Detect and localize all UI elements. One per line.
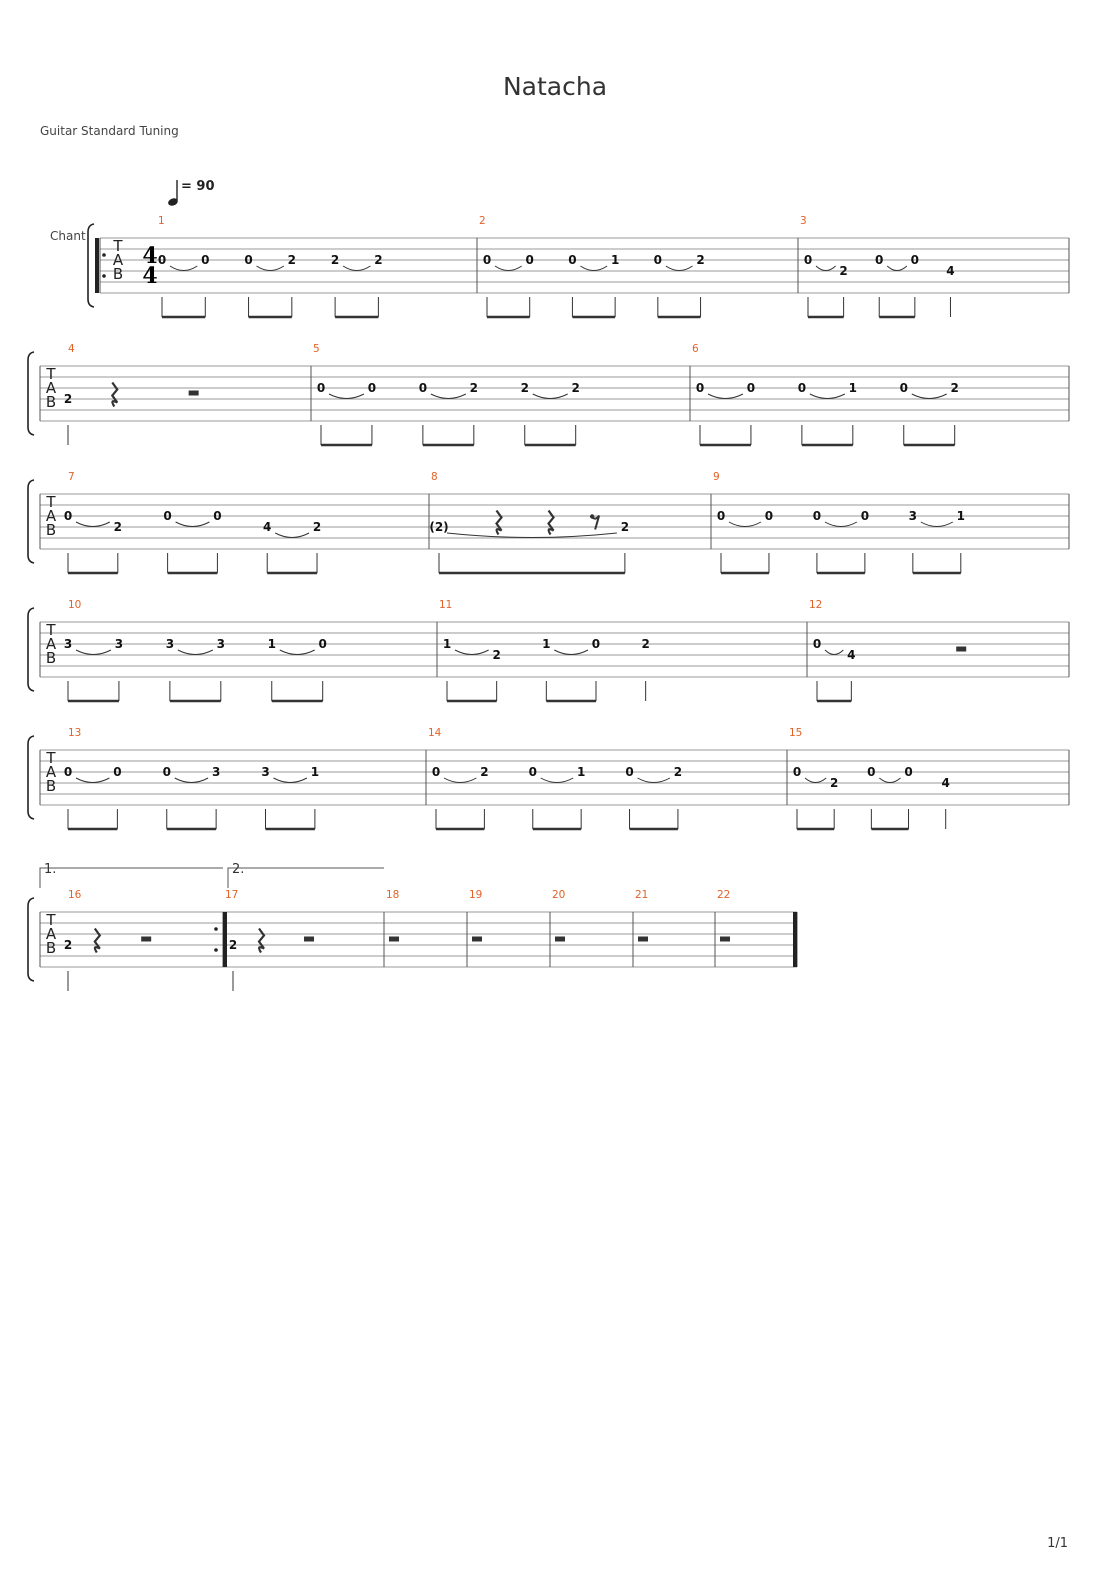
tie [76,522,110,527]
tie [805,778,826,783]
tab-clef-letter: B [45,939,57,957]
fret-number: 0 [568,253,577,267]
tab-clef-letter: T [46,911,56,929]
fret-number: 2 [228,938,238,952]
fret-number: 0 [764,509,774,523]
fret-number: 2 [374,253,383,267]
system-bracket [88,224,94,307]
fret-number: 4 [847,648,856,662]
measure-number: 14 [428,727,442,739]
tab-clef-letter: B [45,393,57,411]
half-rest-icon [304,937,314,942]
fret-number: 1 [956,509,965,523]
fret-number: 0 [431,765,441,779]
fret-number: 2 [492,648,501,662]
fret-number: 0 [213,509,222,523]
fret-number: 2 [641,637,650,651]
tie [444,778,476,783]
fret-number: 0 [695,381,705,395]
repeat-dot [214,948,218,952]
tie [666,266,693,271]
fret-number: 0 [910,253,920,267]
final-barline [793,912,797,967]
measure-number: 4 [68,343,75,355]
measure-number: 13 [68,727,82,739]
fret-number: 0 [525,253,534,267]
fret-number: 2 [520,381,529,395]
fret-number: 2 [287,253,297,267]
half-rest-icon [389,937,399,942]
song-title: Natacha [502,72,608,101]
volta-label: 1. [44,862,57,877]
tie [580,266,607,271]
tab-clef-letter: T [46,749,56,767]
fret-number: 0 [625,765,634,779]
fret-number: 1 [576,765,586,779]
fret-number: 0 [63,509,73,523]
tab-clef-letter: T [46,493,56,511]
tab-clef-letter: A [45,763,57,781]
tie [638,778,670,783]
staff-system-5 [28,727,1069,829]
fret-number: 2 [63,938,73,952]
tie [825,522,857,527]
fret-number: 0 [875,253,884,267]
fret-number: 0 [746,381,756,395]
tie [495,266,522,271]
fret-number: 3 [211,765,221,779]
tab-clef-letter: T [113,237,123,255]
fret-number: 0 [244,253,253,267]
system-bracket [28,898,34,981]
measure-number: 10 [68,599,82,611]
repeat-end-thick [223,912,227,967]
fret-number: 0 [482,253,492,267]
system-bracket [28,352,34,435]
fret-number: 0 [157,253,167,267]
system-bracket [28,480,34,563]
fret-number: 1 [310,765,320,779]
staff-system-1 [88,215,1069,317]
time-signature-bottom: 4 [142,263,158,289]
fret-number: 0 [201,253,210,267]
half-rest-icon [141,937,151,942]
fret-number: 2 [839,264,848,278]
tie [76,650,111,655]
fret-number: 1 [848,381,857,395]
fret-number: 3 [261,765,270,779]
fret-number: 0 [867,765,876,779]
fret-number: 0 [797,381,807,395]
measure-number: 15 [789,727,803,739]
tie [708,394,743,399]
fret-number: 0 [812,509,822,523]
measure-number: 11 [439,599,453,611]
measure-number: 5 [313,343,320,355]
fret-number: 1 [610,253,620,267]
measure-number: 6 [692,343,699,355]
fret-number: 0 [716,509,726,523]
measure-number: 22 [717,889,731,901]
fret-number: 0 [418,381,428,395]
quarter-rest-icon [95,929,100,953]
tab-clef-letter: A [45,379,57,397]
tie [816,266,836,271]
measure-number: 9 [713,471,720,483]
repeat-dot [214,927,218,931]
fret-number: 1 [267,637,276,651]
fret-number: 3 [908,509,918,523]
tie [176,522,210,527]
fret-number: 0 [860,509,870,523]
fret-number: 3 [114,637,124,651]
half-rest-icon [956,647,966,652]
fret-number: 3 [63,637,73,651]
fret-number: 0 [812,637,822,651]
staff-system-4 [28,599,1069,701]
measure-number: 17 [225,889,239,901]
tie [921,522,953,527]
tab-clef-letter: B [112,265,124,283]
tie [431,394,466,399]
fret-number: 0 [367,381,377,395]
measure-number: 2 [479,215,486,227]
fret-number: 0 [318,637,327,651]
half-rest-icon [472,937,482,942]
fret-number: 3 [165,637,175,651]
tie [329,394,364,399]
tie [343,266,370,271]
system-bracket [28,736,34,819]
fret-number: 4 [263,520,272,534]
fret-number: 2 [63,392,73,406]
measure-number: 16 [68,889,82,901]
quarter-rest-icon [112,383,117,407]
measure-number: 12 [809,599,823,611]
tie [178,650,213,655]
fret-number: 0 [899,381,908,395]
fret-number: 2 [113,520,122,534]
tab-clef-letter: B [45,521,57,539]
measure-number: 7 [68,471,75,483]
fret-number: 0 [591,637,601,651]
half-rest-icon [555,937,565,942]
fret-number: 2 [620,520,630,534]
measure-number: 1 [158,215,165,227]
tempo-marking: = 90 [181,179,215,194]
tie [170,266,197,271]
tie [275,533,309,538]
repeat-start-thick [95,238,99,293]
measure-number: 18 [386,889,400,901]
track-name: Chant [50,229,86,243]
fret-number: 4 [946,264,955,278]
measure-number: 3 [800,215,807,227]
fret-number: 3 [216,637,225,651]
tie [825,650,843,655]
fret-number: 0 [316,381,326,395]
fret-number: 2 [696,253,705,267]
tab-clef-letter: T [46,365,56,383]
fret-number: 0 [792,765,802,779]
half-rest-icon [189,391,199,396]
tie [280,650,315,655]
fret-number: 0 [162,765,171,779]
fret-number: 1 [442,637,452,651]
half-rest-icon [638,937,648,942]
measure-number: 19 [469,889,483,901]
tie [887,266,907,271]
fret-number: 0 [803,253,813,267]
staff-system-3 [28,471,1069,573]
quarter-rest-icon [259,929,264,953]
tie [541,778,573,783]
quarter-rest-icon [549,511,554,535]
fret-number: 0 [113,765,122,779]
tab-clef-letter: B [45,777,57,795]
fret-number: 2 [312,520,322,534]
measure-number: 21 [635,889,649,901]
tie [447,533,617,538]
fret-number: 0 [904,765,913,779]
page-number: 1/1 [1047,1536,1068,1551]
fret-number: 0 [63,765,73,779]
fret-number: 0 [528,765,537,779]
half-rest-icon [720,937,730,942]
time-signature-top: 4 [142,243,158,269]
fret-number: 2 [829,776,839,790]
staff-system-6 [28,862,797,991]
fret-number: 2 [950,381,959,395]
fret-number: 2 [673,765,683,779]
quarter-rest-icon [496,511,501,535]
fret-number: 2 [330,253,340,267]
tuning-label: Guitar Standard Tuning [40,124,179,138]
repeat-dot [102,274,106,278]
tie [257,266,284,271]
tie [274,778,307,783]
tie [76,778,109,783]
volta-bracket-2 [228,868,384,888]
tab-clef-letter: T [46,621,56,639]
tie [879,778,900,783]
tie [455,650,489,655]
measure-number: 20 [552,889,566,901]
volta-label: 2. [232,862,245,877]
fret-number: (2) [429,520,449,534]
fret-number: 2 [480,765,489,779]
tie [810,394,845,399]
tab-clef-letter: A [45,635,57,653]
fret-number: 0 [163,509,172,523]
system-bracket [28,608,34,691]
fret-number: 1 [542,637,551,651]
tab-clef-letter: A [45,925,57,943]
tie [912,394,947,399]
staff-system-2 [28,343,1069,445]
eighth-rest-dot [590,514,594,518]
volta-bracket-1 [40,868,223,888]
tie [729,522,761,527]
tab-clef-letter: A [112,251,124,269]
tie [554,650,588,655]
fret-number: 2 [571,381,580,395]
repeat-dot [102,253,106,257]
fret-number: 2 [469,381,478,395]
tie [175,778,208,783]
fret-number: 0 [653,253,663,267]
tab-clef-letter: B [45,649,57,667]
tab-clef-letter: A [45,507,57,525]
tie [533,394,568,399]
fret-number: 4 [941,776,950,790]
measure-number: 8 [431,471,438,483]
